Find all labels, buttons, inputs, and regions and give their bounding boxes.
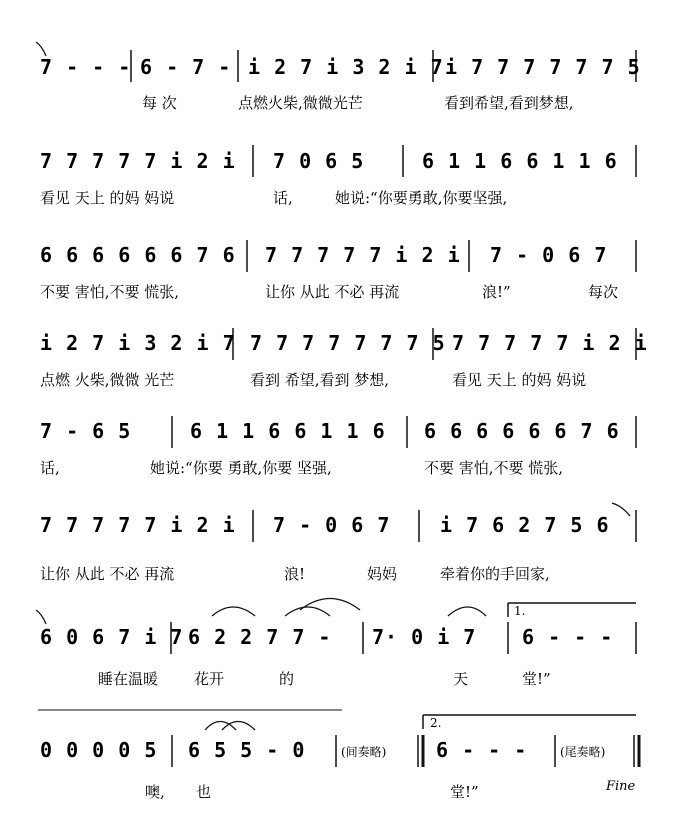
row8-lyric1: 噢, (145, 783, 165, 801)
row3-lyric2: 让你 从此 不必 再流 (265, 283, 400, 301)
row6-measure2: 7 - 0 6 7 (273, 513, 391, 537)
row6-lyric1: 让你 从此 不必 再流 (40, 565, 175, 583)
row8-measure2: 6 5 5 - 0 (188, 738, 306, 762)
row1-lyric1: 每 次 (142, 94, 177, 112)
row1-lyric3: 看到希望,看到梦想, (444, 94, 574, 112)
row3-lyric4: 每次 (588, 283, 619, 301)
row7-measure3: 7· 0 i 7 (372, 625, 477, 649)
row5-measure3: 6 6 6 6 6 6 7 6 (424, 419, 620, 443)
row8-measure1: 0 0 0 0 5 (40, 738, 158, 762)
outro-note: (尾奏略) (560, 745, 606, 759)
fine-mark: Fine (606, 779, 636, 794)
row4-lyric1: 点燃 火柴,微微 光芒 (40, 371, 175, 389)
row1-measure4: i 7 7 7 7 7 7 5 (445, 55, 641, 79)
row5-lyric1: 话, (40, 459, 60, 477)
row7-lyric4: 天 (453, 670, 469, 688)
notation-rows (40, 55, 648, 762)
row4-measure2: 7 7 7 7 7 7 7 5 (250, 331, 446, 355)
row5-measure2: 6 1 1 6 6 1 1 6 (190, 419, 386, 443)
row5-lyric3: 不要 害怕,不要 慌张, (424, 459, 564, 477)
row7-measure2: 6 2 2 7 7 - (188, 625, 332, 649)
row1-lyric2: 点燃火柴,微微光芒 (238, 94, 363, 112)
row6-measure1: 7 7 7 7 7 i 2 i (40, 513, 236, 537)
row2-lyric1: 看见 天上 的妈 妈说 (40, 189, 175, 207)
row7-lyric3: 的 (279, 670, 295, 688)
row1-measure3: i 2 7 i 3 2 i 7 (248, 55, 444, 79)
row8-lyric3: 堂!” (450, 783, 479, 801)
row2-lyric3: 她说:“你要勇敢,你要坚强, (335, 189, 508, 207)
row4-lyric2: 看到 希望,看到 梦想, (250, 371, 390, 389)
row5-measure1: 7 - 6 5 (40, 419, 132, 443)
row1-measure2: 6 - 7 - (140, 55, 232, 79)
row3-measure3: 7 - 0 6 7 (490, 243, 608, 267)
row3-measure1: 6 6 6 6 6 6 7 6 (40, 243, 236, 267)
row1-measure1: 7 - - - (40, 55, 132, 79)
row6-lyric3: 妈妈 (367, 565, 398, 583)
row7-measure1: 6 0 6 7 i 7 (40, 625, 184, 649)
row7-lyric5: 堂!” (522, 670, 551, 688)
row8-lyric2: 也 (196, 783, 212, 801)
row6-lyric4: 牵着你的手回家, (440, 565, 550, 583)
row4-measure3: 7 7 7 7 7 i 2 i (452, 331, 648, 355)
row7-lyric2: 花开 (194, 670, 225, 688)
row4-lyric3: 看见 天上 的妈 妈说 (452, 371, 587, 389)
row3-lyric1: 不要 害怕,不要 慌张, (40, 283, 180, 301)
row7-lyric1: 睡在温暖 (98, 670, 159, 688)
row6-lyric2: 浪! (284, 565, 306, 583)
interlude-note: (间奏略) (341, 745, 387, 759)
row5-lyric2: 她说:“你要 勇敢,你要 坚强, (150, 459, 332, 477)
row2-lyric2: 话, (273, 189, 293, 207)
row2-measure1: 7 7 7 7 7 i 2 i (40, 149, 236, 173)
row7-measure4: 6 - - - (522, 625, 614, 649)
volta-1-label: 1. (514, 604, 526, 618)
row3-lyric3: 浪!” (482, 283, 511, 301)
lyrics (40, 94, 618, 801)
row6-measure3: i 7 6 2 7 5 6 (440, 513, 610, 537)
row3-measure2: 7 7 7 7 7 i 2 i (265, 243, 461, 267)
row2-measure3: 6 1 1 6 6 1 1 6 (422, 149, 618, 173)
row8-measure3: 6 - - - (436, 738, 528, 762)
row4-measure1: i 2 7 i 3 2 i 7 (40, 331, 236, 355)
volta-2-label: 2. (430, 716, 442, 730)
row2-measure2: 7 0 6 5 (273, 149, 365, 173)
